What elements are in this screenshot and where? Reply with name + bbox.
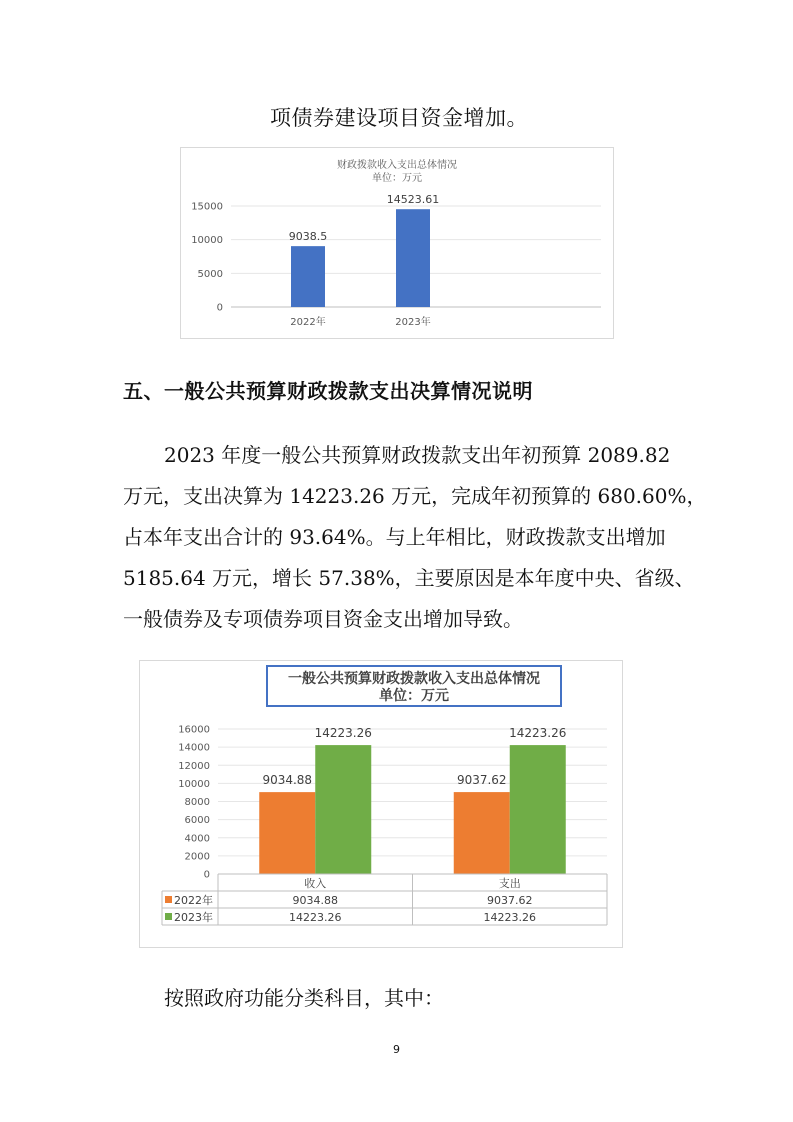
y-tick-label: 16000 [178,724,210,736]
paragraph-function-classification: 按照政府功能分类科目，其中： [164,986,444,1010]
data-label: 9034.88 [262,773,313,788]
table-cell: 14223.26 [483,911,536,924]
legend-key-2023 [165,913,172,920]
chart-title: 一般公共预算财政拨款收入支出总体情况 [288,671,540,687]
y-tick-label: 10000 [178,778,210,790]
y-tick-label: 0 [216,302,223,314]
y-tick-label: 4000 [184,833,210,845]
table-cell: 9037.62 [487,894,533,907]
paragraph-line-5: 一般债券及专项债券项目资金支出增加导致。 [123,607,523,631]
data-label: 14223.26 [509,726,567,741]
x-tick-label: 收入 [304,877,327,890]
data-label: 14523.61 [386,193,440,207]
paragraph-line-2: 万元，支出决算为 14223.26 万元，完成年初预算的 680.60%， [123,484,707,508]
x-tick-label: 支出 [498,877,521,890]
table-cell: 9034.88 [292,894,338,907]
bar [291,246,325,307]
data-label: 9038.5 [288,230,328,244]
y-tick-label: 6000 [184,815,210,827]
chart-fiscal-overview [180,147,614,339]
bar [396,209,430,307]
legend-key-2022 [165,896,172,903]
paragraph-continuation: 项债券建设项目资金增加。 [270,106,528,130]
bar-series-2022 [259,792,315,874]
y-tick-label: 12000 [178,760,210,772]
chart-general-budget-svg [140,661,622,947]
chart-general-budget [139,660,623,948]
y-tick-label: 8000 [184,797,210,808]
chart-fiscal-overview-svg [181,148,613,338]
paragraph-line-4: 5185.64 万元，增长 57.38%，主要原因是本年度中央、省级、 [123,566,695,590]
legend-label: 2023年 [174,911,213,924]
data-label: 9037.62 [456,773,507,788]
y-tick-label: 5000 [197,268,223,280]
data-label: 14223.26 [314,726,372,741]
paragraph-line-1: 2023 年度一般公共预算财政拨款支出年初预算 2089.82 [164,443,671,467]
bar-series-2022 [454,792,510,874]
y-tick-label: 14000 [178,742,210,754]
paragraph-line-3: 占本年支出合计的 93.64%。与上年相比，财政拨款支出增加 [123,525,666,549]
x-tick-label: 2022年 [290,317,326,328]
chart-subtitle: 单位：万元 [372,173,422,184]
section-heading: 五、一般公共预算财政拨款支出决算情况说明 [123,379,533,403]
y-tick-label: 2000 [184,851,210,863]
y-tick-label: 0 [203,869,210,881]
y-tick-label: 10000 [191,235,223,247]
legend-label: 2022年 [174,894,213,907]
bar-series-2023 [510,745,566,874]
x-tick-label: 2023年 [395,317,431,328]
chart-title: 财政拨款收入支出总体情况 [337,160,457,171]
page-number: 9 [393,1043,400,1056]
bar-series-2023 [315,745,371,874]
table-cell: 14223.26 [289,911,342,924]
chart-subtitle: 单位：万元 [379,688,449,704]
y-tick-label: 15000 [191,201,223,213]
